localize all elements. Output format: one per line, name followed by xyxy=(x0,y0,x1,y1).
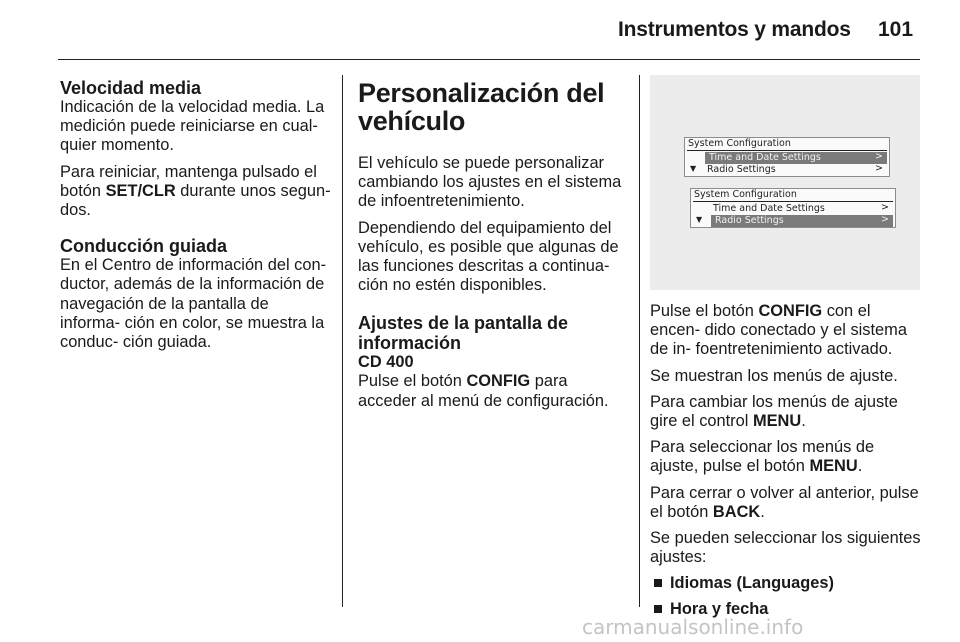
chevron-right-icon: > xyxy=(875,163,883,174)
row-label: Radio Settings xyxy=(707,164,776,175)
heading-guided-driving: Conducción guiada xyxy=(60,236,228,257)
screen-radio-selected xyxy=(690,188,896,228)
screen-time-date-selected xyxy=(684,137,890,177)
reset-text-end: durante unos segun- dos. xyxy=(60,181,331,220)
arrow-down-icon: ▼ xyxy=(690,164,697,173)
screen-title-rule xyxy=(693,201,893,202)
chevron-right-icon: > xyxy=(881,214,889,225)
text: . xyxy=(857,457,863,476)
text: Para seleccionar los menús de ajuste, pulse el botón xyxy=(650,438,875,476)
bullet-square-icon xyxy=(654,605,662,613)
paragraph-select-menus xyxy=(650,438,925,476)
column-divider-right xyxy=(639,75,640,607)
config-text: Pulse el botón xyxy=(358,372,467,391)
screen-title-rule xyxy=(687,150,887,151)
column-left xyxy=(60,79,332,359)
column-middle xyxy=(358,79,628,418)
paragraph-reset xyxy=(60,163,332,221)
paragraph-guided-driving: En el Centro de información del con- ductor, además de la información de navegación de la pantalla de informa- ción en color, se muestra la conduc- ción guiada. xyxy=(60,256,327,352)
text: . xyxy=(760,502,765,521)
menu-screens-illustration xyxy=(650,75,920,290)
bullet-label: Hora y fecha xyxy=(670,599,769,618)
screen-title: System Configuration xyxy=(688,138,791,149)
text: Para cambiar los menús de ajuste gire el control xyxy=(650,392,898,431)
paragraph-config xyxy=(358,372,628,410)
watermark: carmanualsonline.info xyxy=(582,615,804,639)
heading-average-speed: Velocidad media xyxy=(60,78,202,98)
row-label: Time and Date Settings xyxy=(713,203,825,214)
column-divider-left xyxy=(342,75,343,607)
paragraph-config-ignition xyxy=(650,302,925,360)
paragraph-menus-shown: Se muestran los menús de ajuste. xyxy=(650,366,898,385)
row-label: Radio Settings xyxy=(715,215,784,226)
text: Pulse el botón xyxy=(650,302,759,320)
heading-display-settings: Ajustes de la pantalla de información xyxy=(358,313,569,354)
reset-text: Para reiniciar, mantenga pulsado el botón xyxy=(60,162,317,200)
list-item xyxy=(654,574,925,593)
chevron-right-icon: > xyxy=(875,151,883,162)
config-key: CONFIG xyxy=(758,302,823,320)
arrow-down-icon: ▼ xyxy=(696,215,703,224)
bullet-square-icon xyxy=(654,579,662,587)
row-radio-settings xyxy=(687,164,887,176)
paragraph-personalize: El vehículo se puede personalizar cambiando los ajustes en el sistema de infoentretenimiento. xyxy=(358,154,622,211)
config-text-end: para acceder al menú de configuración. xyxy=(358,372,609,410)
row-label: Time and Date Settings xyxy=(709,152,821,163)
row-radio-settings xyxy=(711,215,893,227)
paragraph-average-speed: Indicación de la velocidad media. La medición puede reiniciarse en cual- quier momento. xyxy=(60,98,325,155)
row-time-date-settings xyxy=(705,152,887,164)
chevron-right-icon: > xyxy=(881,202,889,213)
text: Para cerrar o volver al anterior, pulse el botón xyxy=(650,483,919,521)
setclr-key: SET/CLR xyxy=(105,181,176,200)
page-header xyxy=(0,0,960,60)
column-right xyxy=(650,302,925,625)
paragraph-close xyxy=(650,484,925,522)
row-time-date-settings xyxy=(693,203,893,215)
paragraph-equipment: Dependiendo del equipamiento del vehículo, es posible que algunas de las funciones descritas a continua- ción no estén disponibles. xyxy=(358,218,619,295)
menu-key: MENU xyxy=(809,457,858,476)
bullet-label: Idiomas (Languages) xyxy=(670,574,834,593)
text: . xyxy=(801,412,806,431)
heading-cd400: CD 400 xyxy=(358,353,414,372)
text: con el encen- dido conectado y el sistema de in- foentretenimiento activado. xyxy=(650,302,907,359)
config-key: CONFIG xyxy=(466,372,531,391)
section-title: Instrumentos y mandos xyxy=(618,18,851,41)
menu-key: MENU xyxy=(752,412,802,431)
back-key: BACK xyxy=(712,502,761,521)
paragraph-available-settings: Se pueden seleccionar los siguientes ajustes: xyxy=(650,529,921,567)
page-number: 101 xyxy=(878,18,914,41)
paragraph-change-menus xyxy=(650,393,925,431)
screen-title: System Configuration xyxy=(694,189,797,200)
header-rule xyxy=(58,59,920,60)
heading-personalization: Personalización del vehículo xyxy=(358,78,605,136)
